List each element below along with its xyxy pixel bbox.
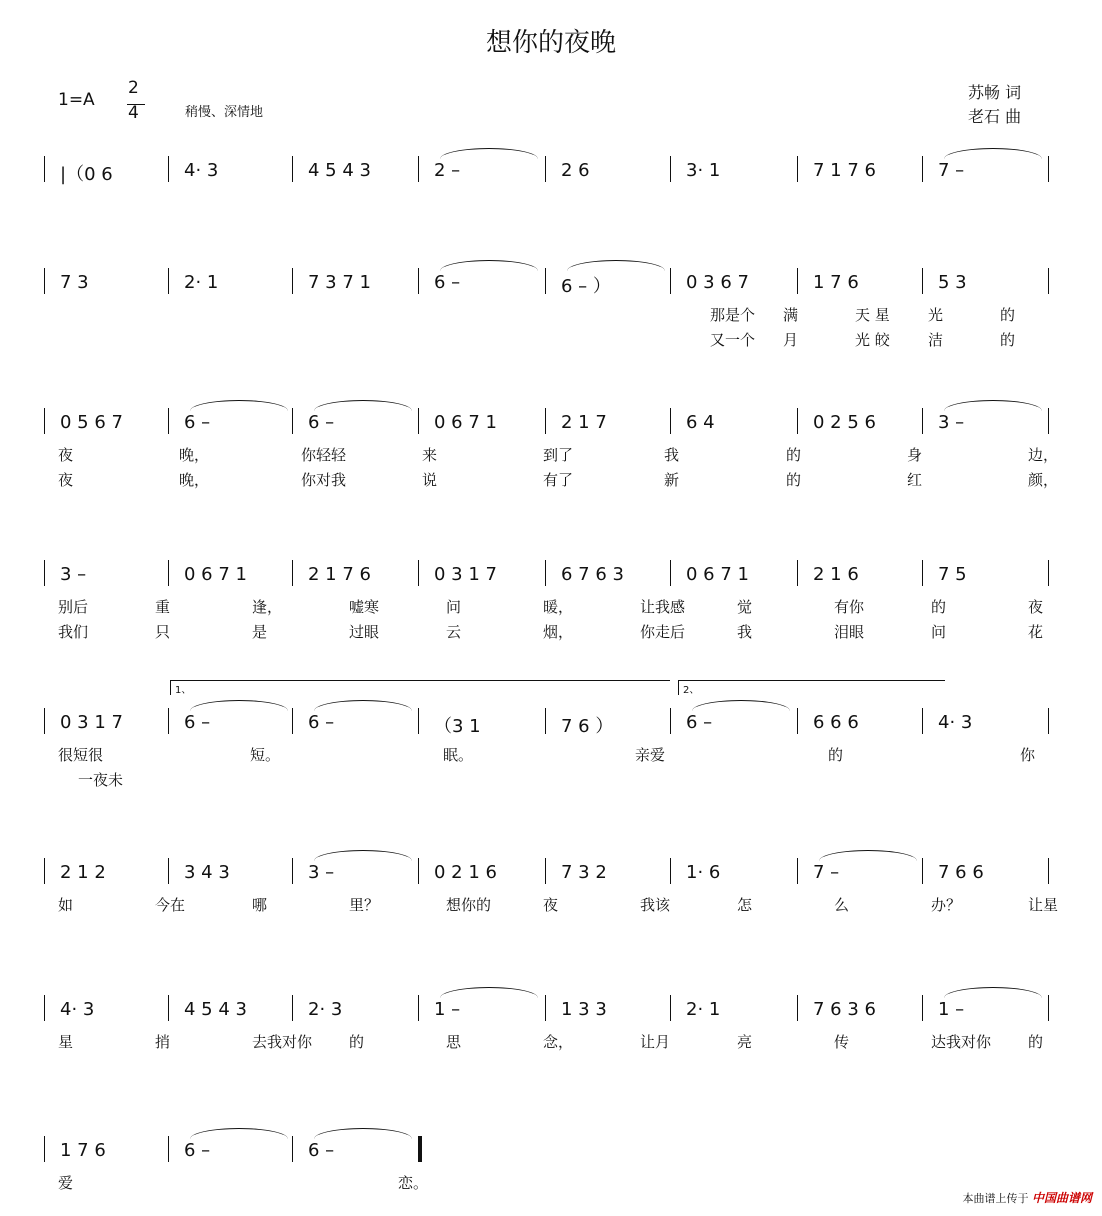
- barline: [44, 858, 45, 884]
- lyric-1: 嘘寒: [349, 598, 380, 616]
- barline: [545, 268, 546, 294]
- barline: [1048, 708, 1049, 734]
- lyric-1: 么: [834, 896, 850, 914]
- lyric-2: 有了: [543, 471, 574, 489]
- barline: [44, 156, 45, 182]
- barline: [670, 408, 671, 434]
- lyric-2: 云: [446, 623, 462, 641]
- measure-notes: 2 1 2: [60, 862, 106, 883]
- barline: [292, 268, 293, 294]
- measure-notes: 7 3: [60, 272, 89, 293]
- lyric-2: 泪眼: [834, 623, 865, 641]
- lyric-1: 想你的: [446, 896, 492, 914]
- lyric-1: 的: [1000, 306, 1016, 324]
- measure-notes: 0 6 7 1: [434, 412, 497, 433]
- measure-notes: 6 –: [184, 412, 211, 433]
- lyric-1: 很短很: [58, 746, 104, 764]
- measure-notes: 1 3 3: [561, 999, 607, 1020]
- lyric-1: 身: [907, 446, 923, 464]
- lyric-1: 我: [664, 446, 680, 464]
- measure-notes: 0 3 1 7: [60, 712, 123, 733]
- barline: [545, 156, 546, 182]
- barline: [168, 156, 169, 182]
- barline: [797, 156, 798, 182]
- barline: [292, 408, 293, 434]
- measure-notes: 4 5 4 3: [308, 160, 371, 181]
- barline: [44, 268, 45, 294]
- measure-notes: 6 – ）: [561, 276, 611, 297]
- site-logo: 中国曲谱网: [1031, 1191, 1092, 1205]
- lyric-1: 你: [1020, 746, 1036, 764]
- lyric-1: 思: [446, 1033, 462, 1051]
- measure-notes: 0 3 6 7: [686, 272, 749, 293]
- lyric-2: 我: [737, 623, 753, 641]
- barline: [797, 858, 798, 884]
- song-title: 想你的夜晚: [485, 28, 616, 58]
- barline: [292, 995, 293, 1021]
- lyric-2: 洁: [928, 331, 944, 349]
- tempo-marking: 稍慢、深情地: [185, 105, 264, 120]
- lyric-1: 让星: [1028, 896, 1059, 914]
- barline: [168, 408, 169, 434]
- lyric-1: 爱: [58, 1174, 74, 1192]
- lyric-2: 你走后: [640, 623, 686, 641]
- lyric-1: 亮: [737, 1033, 753, 1051]
- lyric-1: 恋。: [398, 1174, 429, 1192]
- lyric-2: 花: [1028, 623, 1044, 641]
- measure-notes: 1· 6: [686, 862, 721, 883]
- lyric-1: 如: [58, 896, 74, 914]
- measure-notes: 7 3 7 1: [308, 272, 371, 293]
- barline: [670, 858, 671, 884]
- lyric-1: 我该: [640, 896, 671, 914]
- barline: [418, 408, 419, 434]
- barline: [168, 560, 169, 586]
- measure-notes: 6 –: [308, 712, 335, 733]
- barline: [292, 156, 293, 182]
- barline: [418, 858, 419, 884]
- lyric-1: 暖，: [543, 598, 574, 616]
- lyric-1: 里？: [349, 896, 380, 914]
- measure-notes: 1 –: [938, 999, 965, 1020]
- measure-notes: 0 5 6 7: [60, 412, 123, 433]
- barline: [418, 708, 419, 734]
- tie-slur: [190, 700, 288, 711]
- lyric-1: 亲爱: [635, 746, 666, 764]
- tie-slur: [944, 148, 1042, 159]
- lyric-1: 今在: [155, 896, 186, 914]
- measure-notes: 6 –: [308, 1140, 335, 1161]
- barline: [292, 858, 293, 884]
- barline: [168, 858, 169, 884]
- measure-notes: 6 –: [184, 712, 211, 733]
- measure-notes: 4· 3: [184, 160, 219, 181]
- tie-slur: [567, 260, 665, 271]
- measure-notes: 7 3 2: [561, 862, 607, 883]
- lyric-2: 又一个: [710, 331, 756, 349]
- measure-notes: 7 –: [813, 862, 840, 883]
- lyric-1: 来: [422, 446, 438, 464]
- barline: [922, 858, 923, 884]
- measure-notes: 2· 3: [308, 999, 343, 1020]
- tie-slur: [440, 260, 538, 271]
- measure-notes: 7 6 3 6: [813, 999, 876, 1020]
- barline: [670, 708, 671, 734]
- barline: [1048, 995, 1049, 1021]
- lyric-1: 逢，: [252, 598, 283, 616]
- barline: [418, 156, 419, 182]
- measure-notes: 7 –: [938, 160, 965, 181]
- barline: [545, 995, 546, 1021]
- tie-slur: [314, 400, 412, 411]
- lyric-1: 天 星: [855, 306, 890, 324]
- measure-notes: 6 7 6 3: [561, 564, 624, 585]
- lyric-1: 达我对你: [931, 1033, 992, 1051]
- barline: [922, 156, 923, 182]
- final-barline: [418, 1136, 422, 1162]
- lyric-1: 哪: [252, 896, 268, 914]
- barline: [168, 1136, 169, 1162]
- tie-slur: [190, 400, 288, 411]
- lyric-1: 那是个: [710, 306, 756, 324]
- key-signature: 1=A: [58, 90, 95, 110]
- barline: [44, 708, 45, 734]
- footer: [962, 1189, 1092, 1206]
- lyric-1: 夜: [543, 896, 559, 914]
- measure-notes: 0 2 1 6: [434, 862, 497, 883]
- barline: [292, 708, 293, 734]
- barline: [1048, 858, 1049, 884]
- barline: [418, 268, 419, 294]
- barline: [545, 858, 546, 884]
- barline: [545, 408, 546, 434]
- lyric-2: 问: [931, 623, 947, 641]
- tie-slur: [819, 850, 917, 861]
- tie-slur: [314, 1128, 412, 1139]
- barline: [1048, 408, 1049, 434]
- tie-slur: [440, 987, 538, 998]
- barline: [418, 995, 419, 1021]
- lyric-1: 满: [783, 306, 799, 324]
- measure-notes: 7 6 6: [938, 862, 984, 883]
- lyric-1: 办？: [931, 896, 962, 914]
- barline: [168, 708, 169, 734]
- lyric-1: 夜: [1028, 598, 1044, 616]
- barline: [797, 708, 798, 734]
- lyric-1: 的: [931, 598, 947, 616]
- measure-notes: 6 –: [184, 1140, 211, 1161]
- lyric-1: 到了: [543, 446, 574, 464]
- lyric-1: 怎: [737, 896, 753, 914]
- barline: [797, 268, 798, 294]
- tie-slur: [314, 850, 412, 861]
- measure-notes: 0 6 7 1: [184, 564, 247, 585]
- lyric-1: 传: [834, 1033, 850, 1051]
- composer-credit: 老石 曲: [968, 107, 1022, 126]
- lyric-2: 夜: [58, 471, 74, 489]
- barline: [922, 560, 923, 586]
- measure-notes: 3· 1: [686, 160, 721, 181]
- lyric-2: 的: [786, 471, 802, 489]
- barline: [44, 1136, 45, 1162]
- barline: [922, 708, 923, 734]
- lyric-2: 颜，: [1028, 471, 1059, 489]
- measure-notes: 7 5: [938, 564, 967, 585]
- barline: [797, 560, 798, 586]
- measure-notes: 7 6 ）: [561, 716, 614, 737]
- barline: [168, 995, 169, 1021]
- barline: [168, 268, 169, 294]
- lyric-1: 的: [1028, 1033, 1044, 1051]
- lyric-2: 你对我: [301, 471, 347, 489]
- measure-notes: 4· 3: [938, 712, 973, 733]
- barline: [44, 560, 45, 586]
- lyric-1: 让我感: [640, 598, 686, 616]
- measure-notes: 2· 1: [184, 272, 219, 293]
- barline: [922, 995, 923, 1021]
- lyric-1: 捎: [155, 1033, 171, 1051]
- barline: [418, 560, 419, 586]
- measure-notes: 6 6 6: [813, 712, 859, 733]
- tie-slur: [440, 148, 538, 159]
- measure-notes: 2 1 7: [561, 412, 607, 433]
- measure-notes: 2 6: [561, 160, 590, 181]
- barline: [797, 995, 798, 1021]
- lyric-1: 有你: [834, 598, 865, 616]
- lyric-1: 边，: [1028, 446, 1059, 464]
- measure-notes: 1 –: [434, 999, 461, 1020]
- lyric-1: 的: [828, 746, 844, 764]
- tie-slur: [190, 1128, 288, 1139]
- lyric-2: 过眼: [349, 623, 380, 641]
- volta-ending-2: 2、: [678, 680, 945, 695]
- lyric-1: 重: [155, 598, 171, 616]
- lyric-1: 的: [786, 446, 802, 464]
- lyricist-credit: 苏畅 词: [968, 83, 1022, 102]
- barline: [922, 408, 923, 434]
- lyric-1: 短。: [250, 746, 281, 764]
- measure-notes: 6 4: [686, 412, 715, 433]
- lyric-2: 红: [907, 471, 923, 489]
- time-signature-bottom: 4: [128, 103, 139, 123]
- measure-notes: 3 –: [60, 564, 87, 585]
- footer-text: 本曲谱上传于: [962, 1192, 1029, 1205]
- barline: [1048, 268, 1049, 294]
- lyric-2: 光 皎: [855, 331, 890, 349]
- barline: [922, 268, 923, 294]
- measure-notes: 4· 3: [60, 999, 95, 1020]
- barline: [670, 560, 671, 586]
- tie-slur: [692, 700, 790, 711]
- lyric-1: 让月: [640, 1033, 671, 1051]
- measure-notes: 7 1 7 6: [813, 160, 876, 181]
- measure-notes: 6 –: [686, 712, 713, 733]
- barline: [670, 156, 671, 182]
- measure-notes: 2 1 6: [813, 564, 859, 585]
- measure-notes: 3 –: [938, 412, 965, 433]
- lyric-2: 说: [422, 471, 438, 489]
- lyric-1: 问: [446, 598, 462, 616]
- lyric-2: 一夜未: [78, 771, 124, 789]
- measure-notes: 6 –: [308, 412, 335, 433]
- measure-notes: 6 –: [434, 272, 461, 293]
- measure-notes: 1 7 6: [60, 1140, 106, 1161]
- lyric-1: 晚，: [179, 446, 210, 464]
- barline: [545, 560, 546, 586]
- lyric-1: 夜: [58, 446, 74, 464]
- tie-slur: [944, 987, 1042, 998]
- lyric-1: 觉: [737, 598, 753, 616]
- measure-notes: 0 6 7 1: [686, 564, 749, 585]
- lyric-1: 去我对你: [252, 1033, 313, 1051]
- measure-notes: |（0 6: [60, 164, 113, 185]
- lyric-2: 月: [783, 331, 799, 349]
- barline: [545, 708, 546, 734]
- lyric-1: 眠。: [443, 746, 474, 764]
- barline: [1048, 156, 1049, 182]
- tie-slur: [314, 700, 412, 711]
- lyric-2: 的: [1000, 331, 1016, 349]
- lyric-2: 晚，: [179, 471, 210, 489]
- volta-ending-1: 1、: [170, 680, 670, 695]
- barline: [670, 268, 671, 294]
- measure-notes: 0 3 1 7: [434, 564, 497, 585]
- lyric-2: 我们: [58, 623, 89, 641]
- measure-notes: 2 1 7 6: [308, 564, 371, 585]
- time-signature-top: 2: [128, 78, 139, 98]
- lyric-1: 念，: [543, 1033, 574, 1051]
- barline: [1048, 560, 1049, 586]
- measure-notes: 3 –: [308, 862, 335, 883]
- lyric-1: 光: [928, 306, 944, 324]
- barline: [292, 560, 293, 586]
- lyric-1: 别后: [58, 598, 89, 616]
- barline: [292, 1136, 293, 1162]
- measure-notes: 0 2 5 6: [813, 412, 876, 433]
- lyric-2: 是: [252, 623, 268, 641]
- lyric-2: 只: [155, 623, 171, 641]
- barline: [44, 408, 45, 434]
- lyric-2: 新: [664, 471, 680, 489]
- lyric-1: 的: [349, 1033, 365, 1051]
- measure-notes: （3 1: [434, 716, 481, 737]
- measure-notes: 2· 1: [686, 999, 721, 1020]
- lyric-2: 烟，: [543, 623, 574, 641]
- measure-notes: 4 5 4 3: [184, 999, 247, 1020]
- measure-notes: 5 3: [938, 272, 967, 293]
- barline: [44, 995, 45, 1021]
- tie-slur: [944, 400, 1042, 411]
- measure-notes: 2 –: [434, 160, 461, 181]
- measure-notes: 1 7 6: [813, 272, 859, 293]
- lyric-1: 星: [58, 1033, 74, 1051]
- measure-notes: 3 4 3: [184, 862, 230, 883]
- barline: [797, 408, 798, 434]
- lyric-1: 你轻轻: [301, 446, 347, 464]
- barline: [670, 995, 671, 1021]
